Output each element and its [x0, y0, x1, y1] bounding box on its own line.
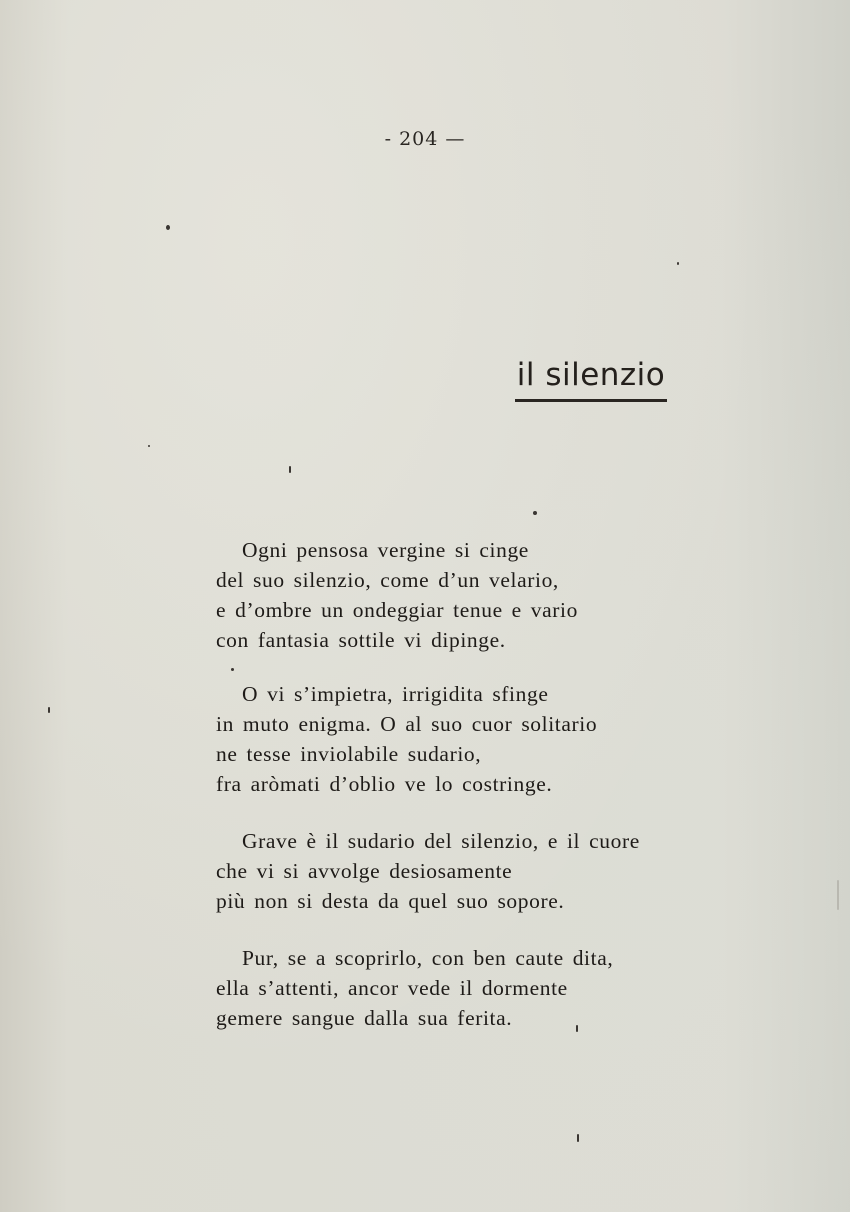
page-number: - 204 — [384, 128, 466, 150]
title-block [510, 355, 672, 402]
verse-line: e d’ombre un ondeggiar tenue e vario [216, 598, 578, 622]
stanza-2 [216, 679, 776, 799]
stanza-3 [216, 826, 776, 916]
verse-line: O vi s’impietra, irrigidita sfinge [242, 682, 549, 706]
verse-line: gemere sangue dalla sua ferita. [216, 1006, 513, 1030]
paper-speck [533, 511, 537, 515]
verse-line: che vi si avvolge desiosamente [216, 859, 513, 883]
paper-speck [231, 668, 234, 671]
paper-speck [48, 707, 50, 713]
paper-speck [148, 445, 150, 447]
verse-line: ella s’attenti, ancor vede il dormente [216, 976, 568, 1000]
paper-speck [166, 225, 170, 230]
stanza-4 [216, 943, 776, 1033]
poem-title: il silenzio [516, 357, 666, 393]
stanza-1 [216, 535, 776, 655]
verse-line: Pur, se a scoprirlo, con ben caute dita, [242, 946, 614, 970]
paper-speck [677, 262, 679, 265]
verse-line: più non si desta da quel suo sopore. [216, 889, 565, 913]
verse-line: con fantasia sottile vi dipinge. [216, 628, 506, 652]
verse-line: ne tesse inviolabile sudario, [216, 742, 482, 766]
paper-speck [289, 466, 291, 473]
paper-speck [577, 1134, 579, 1142]
verse-line: in muto enigma. O al suo cuor solitario [216, 712, 598, 736]
title-underline [515, 399, 667, 402]
paper-speck [837, 880, 839, 910]
verse-line: Grave è il sudario del silenzio, e il cuore [242, 829, 640, 853]
paper-speck [576, 1025, 578, 1032]
verse-line: Ogni pensosa vergine si cinge [242, 538, 529, 562]
verse-line: del suo silenzio, come d’un velario, [216, 568, 559, 592]
verse-line: fra aròmati d’oblio ve lo costringe. [216, 772, 553, 796]
poem-body [216, 535, 776, 1057]
